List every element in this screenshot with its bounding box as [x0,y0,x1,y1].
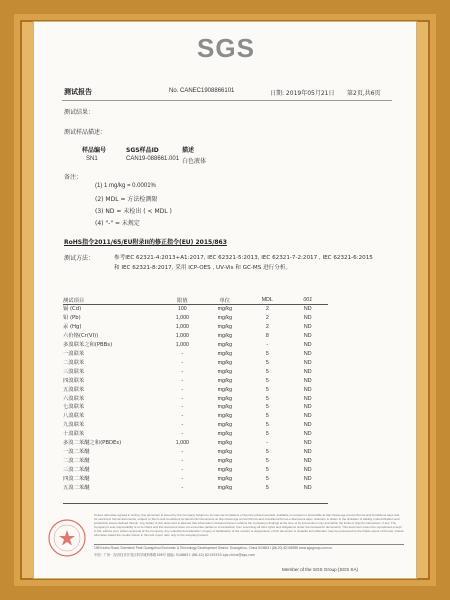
row-item: 一溴二苯醚 [63,449,90,456]
row-limit: - [181,467,184,474]
footer-address-cn: 中国 · 广州 · 经济技术开发区科学城科珠路198号 邮编: 510663 t (86-20) 82155555 sgs.china@sgs.com [94,553,256,557]
row-result: ND [303,458,312,465]
row-mdl: 5 [265,449,269,456]
sample-desc: 白色液体 [182,158,207,165]
row-unit: mg/kg [217,341,233,348]
row-mdl: 5 [265,350,269,357]
row-item: 镉 (Cd) [63,306,82,312]
row-unit: mg/kg [217,395,233,402]
table-row [63,412,328,421]
row-limit: - [181,413,184,420]
results-body [63,305,328,494]
row-unit: mg/kg [217,404,233,411]
row-limit: - [181,458,184,465]
table-row [63,377,328,386]
row-result: ND [303,395,312,402]
sample-no: SN1 [86,156,98,162]
row-result: ND [303,368,312,375]
row-limit: - [181,404,184,411]
report-page [34,22,416,578]
table-bottom-rule [63,503,328,504]
row-unit: mg/kg [217,350,233,357]
row-item: 一溴联苯 [63,350,85,357]
footer-rule [94,544,404,545]
table-row [63,359,328,368]
test-result-label: 测试结果： [64,109,95,116]
row-mdl: 2 [265,306,269,312]
row-mdl: 2 [265,314,269,321]
row-result: ND [303,449,312,456]
row-unit: mg/kg [217,314,233,321]
row-limit: - [181,350,184,357]
table-row [63,341,328,350]
row-item: 三溴联苯 [63,368,85,375]
row-mdl: 2 [265,323,269,330]
row-mdl: 5 [265,476,269,483]
row-mdl: 5 [265,368,269,375]
test-method-label: 测试方法： [64,255,95,262]
row-result: ND [303,323,312,330]
row-unit: mg/kg [217,332,233,339]
row-item: 多溴二苯醚之和(PBDEs) [63,440,122,447]
row-mdl: 5 [265,467,269,474]
table-row [63,386,328,395]
terms-fine-print: Unless otherwise agreed in writing, this document is issued by the Company subject to its General Conditions of Service printed overleaf, available on request or accessible at http://www.sgs.com/en/Terms-and-Conditions.aspx and, for electronic format documents, subject to Terms and Conditions for Electronic Documents at http://www.sgs.com/en/Terms-and-Conditions/Terms-e-Document.aspx. Attention is drawn to the limitation of liability, indemnification and jurisdiction issues defined therein. Any holder of this document is advised that information contained hereon reflects the Company's findings at the time of its intervention only and within the limits of Client's instructions, if any. The Company's sole responsibility is to its Client and this document does not exonerate parties to a transaction from exercising all their rights and obligations under the transaction documents. This document cannot be reproduced except in full, without prior written approval of the Company. Any unauthorized alteration, forgery or falsification of the content or appearance of this document is unlawful and offenders may be prosecuted to the fullest extent of the law. Unless otherwise stated the results shown in this test report refer only to the sample(s) tested. [94,513,404,537]
row-mdl: 5 [265,395,269,402]
table-row [63,368,328,377]
row-item: 九溴联苯 [63,422,85,429]
row-unit: mg/kg [217,458,233,465]
row-mdl: - [266,440,269,447]
row-limit: - [181,431,184,438]
table-row [63,305,328,314]
row-unit: mg/kg [217,368,233,375]
row-limit: 1,000 [175,341,189,348]
row-unit: mg/kg [217,485,233,492]
row-result: ND [303,404,312,411]
table-row [63,314,328,323]
row-mdl: 5 [265,422,269,429]
row-limit: 1,000 [175,314,189,321]
row-result: ND [303,359,312,366]
row-limit: - [181,377,184,384]
row-item: 多溴联苯之和(PBBs) [63,341,113,348]
row-mdl: 5 [265,377,269,384]
row-result: ND [303,314,312,321]
row-limit: 1,000 [175,323,189,330]
table-row [63,475,328,484]
row-unit: mg/kg [217,449,233,456]
row-limit: 100 [177,306,187,312]
sample-id: CAN19-088661.001 [126,156,180,162]
row-item: 二溴二苯醚 [63,458,90,465]
note-item: (3) ND = 未检出 ( < MDL ) [95,208,172,215]
results-table [63,295,328,493]
table-row [63,395,328,404]
col-header-mdl: MDL [247,295,287,305]
logo-text: SGS [197,34,255,63]
row-limit: 1,000 [175,440,189,447]
sgs-member-text: Member of the SGS Group (SGS SA) [282,567,359,572]
row-mdl: 5 [265,458,269,465]
test-method-line1: 参考IEC 62321-4:2013+A1:2017, IEC 62321-5:2013, IEC 62321-7-2:2017 , IEC 62321-6:2015 [114,255,373,261]
col-header-limit: 限值 [162,295,202,305]
row-item: 五溴二苯醚 [63,485,90,492]
row-result: ND [303,341,312,348]
results-header-row [63,295,328,305]
row-result: ND [303,386,312,393]
row-result: ND [303,306,312,312]
table-row [63,323,328,332]
row-unit: mg/kg [217,306,233,312]
sample-desc-label: 测试样品描述： [64,129,107,136]
row-item: 四溴二苯醚 [63,476,90,483]
table-row [63,421,328,430]
row-unit: mg/kg [217,422,233,429]
row-unit: mg/kg [217,386,233,393]
row-result: ND [303,377,312,384]
row-mdl: 5 [265,386,269,393]
row-item: 二溴联苯 [63,359,85,366]
note-item: (1) 1 mg/kg = 0.0001% [95,183,156,189]
row-item: 八溴联苯 [63,413,85,420]
row-limit: - [181,449,184,456]
row-mdl: 8 [265,332,269,339]
rohs-section-title: RoHS指令2011/65/EU附录II的修正指令(EU) 2015/863 [64,239,227,246]
note-item: (2) MDL = 方法检测限 [95,196,158,203]
row-unit: mg/kg [217,377,233,384]
row-result: ND [303,422,312,429]
row-result: ND [303,476,312,483]
table-row [63,448,328,457]
row-item: 六价铬(Cr(VI)) [63,332,99,339]
row-limit: 1,000 [175,332,189,339]
report-number: No. CANEC1908866101 [169,88,235,94]
test-method-line2: 和 IEC 62321-8:2017, 采用 ICP-OES , UV-Vis 和 GC-MS 进行分析。 [114,265,292,271]
row-item: 四溴联苯 [63,377,85,384]
row-limit: - [181,422,184,429]
company-seal [47,518,87,558]
row-item: 五溴联苯 [63,386,85,393]
table-row [63,350,328,359]
row-result: ND [303,431,312,438]
header-divider [62,100,392,101]
report-date: 日期: 2019年05月21日 [270,90,335,97]
row-unit: mg/kg [217,413,233,420]
row-limit: - [181,395,184,402]
footer-address: 198 Kezhu Road, Scientech Park Guangzhou Economic & Technology Development District, Guangzhou, China 510663 t (86-20) 82155555 www.sgsgroup.com.cn [94,546,333,550]
row-mdl: 5 [265,485,269,492]
row-item: 十溴联苯 [63,431,85,438]
row-limit: - [181,485,184,492]
page-number: 第2页,共6页 [347,90,381,97]
table-row [63,403,328,412]
row-unit: mg/kg [217,323,233,330]
sgs-logo [189,34,263,64]
row-item: 汞 (Hg) [63,323,82,330]
row-mdl: 5 [265,404,269,411]
sample-header-no: 样品编号 [82,147,107,154]
col-header-item: 测试项目 [63,295,162,305]
row-mdl: 5 [265,431,269,438]
row-limit: - [181,359,184,366]
row-limit: - [181,476,184,483]
note-item: (4) "-" = 未规定 [95,220,140,227]
row-item: 七溴联苯 [63,404,85,411]
row-mdl: 5 [265,413,269,420]
table-row [63,332,328,341]
row-unit: mg/kg [217,431,233,438]
table-row [63,484,328,493]
row-unit: mg/kg [217,476,233,483]
row-item: 铅 (Pb) [63,314,81,321]
table-row [63,457,328,466]
sample-header-desc: 描述 [182,147,195,154]
row-mdl: - [266,341,269,348]
row-result: ND [303,485,312,492]
col-header-sample: 001 [288,295,328,305]
report-title: 测试报告 [64,88,92,96]
row-limit: - [181,368,184,375]
row-result: ND [303,350,312,357]
row-unit: mg/kg [217,467,233,474]
row-result: ND [303,467,312,474]
row-unit: mg/kg [217,359,233,366]
row-result: ND [303,413,312,420]
col-header-unit: 单位 [203,295,248,305]
notes-label: 备注： [64,174,83,181]
sample-header-id: SGS样品ID [126,147,159,154]
row-item: 六溴联苯 [63,395,85,402]
row-result: ND [303,332,312,339]
row-mdl: 5 [265,359,269,366]
table-row [63,466,328,475]
row-item: 三溴二苯醚 [63,467,90,474]
row-unit: mg/kg [217,440,233,447]
row-limit: - [181,386,184,393]
row-result: ND [303,440,312,447]
table-row [63,430,328,439]
table-row [63,439,328,448]
